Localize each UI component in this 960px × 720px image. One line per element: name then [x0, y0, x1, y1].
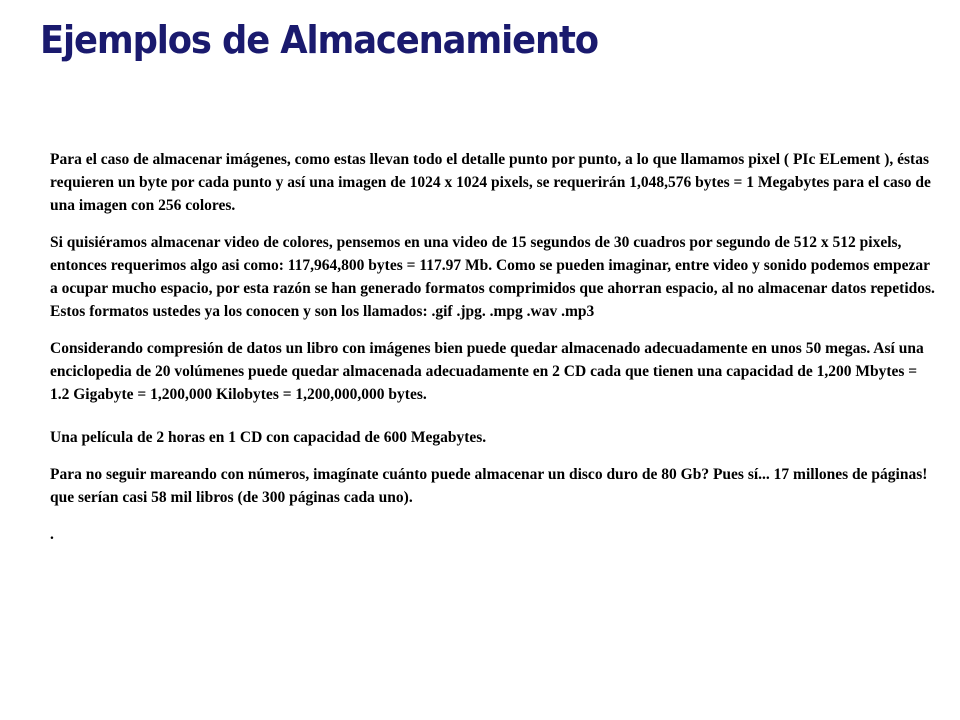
paragraph-image-storage: Para el caso de almacenar imágenes, como estas llevan todo el detalle punto por punto, a lo que llamamos pixel ( PIc ELement ), éstas requieren un byte por cada punto y así una imagen de 1024 x 1024 pixels, se requerirán 1,048,576 bytes = 1 Megabytes para el caso de una imagen con 256 colores. [50, 151, 931, 214]
paragraph-compression: Considerando compresión de datos un libro con imágenes bien puede quedar almacenado adecuadamente en unos 50 megas. Así una enciclopedia de 20 volúmenes puede quedar almacenada adecuadamente en 2 CD cada que tienen una capacidad de 1,200 Mbytes = 1.2 Gigabyte = 1,200,000 Kilobytes = 1,200,000,000 bytes. [50, 340, 924, 403]
slide-body [50, 148, 935, 560]
paragraph-hard-disk: Para no seguir mareando con números, imagínate cuánto puede almacenar un disco duro de 80 Gb? Pues sí... 17 millones de páginas! que serían casi 58 mil libros (de 300 páginas cada uno). [50, 466, 928, 506]
paragraph-dot: . [50, 526, 54, 543]
paragraph-movie: Una película de 2 horas en 1 CD con capacidad de 600 Megabytes. [50, 429, 487, 446]
paragraph-video-storage: Si quisiéramos almacenar video de colores, pensemos en una video de 15 segundos de 30 cuadros por segundo de 512 x 512 pixels, entonces requerimos algo asi como: 117,964,800 bytes = 117.97 Mb. Como se pueden imaginar, entre video y sonido podemos empezar a ocupar mucho espacio, por esta razón se han generado formatos comprimidos que ahorran espacio, al no almacenar datos repetidos. Estos formatos ustedes ya los conocen y son los llamados: .gif .jpg. .mpg .wav .mp3 [50, 234, 935, 320]
slide-title: Ejemplos de Almacenamiento [40, 18, 598, 62]
